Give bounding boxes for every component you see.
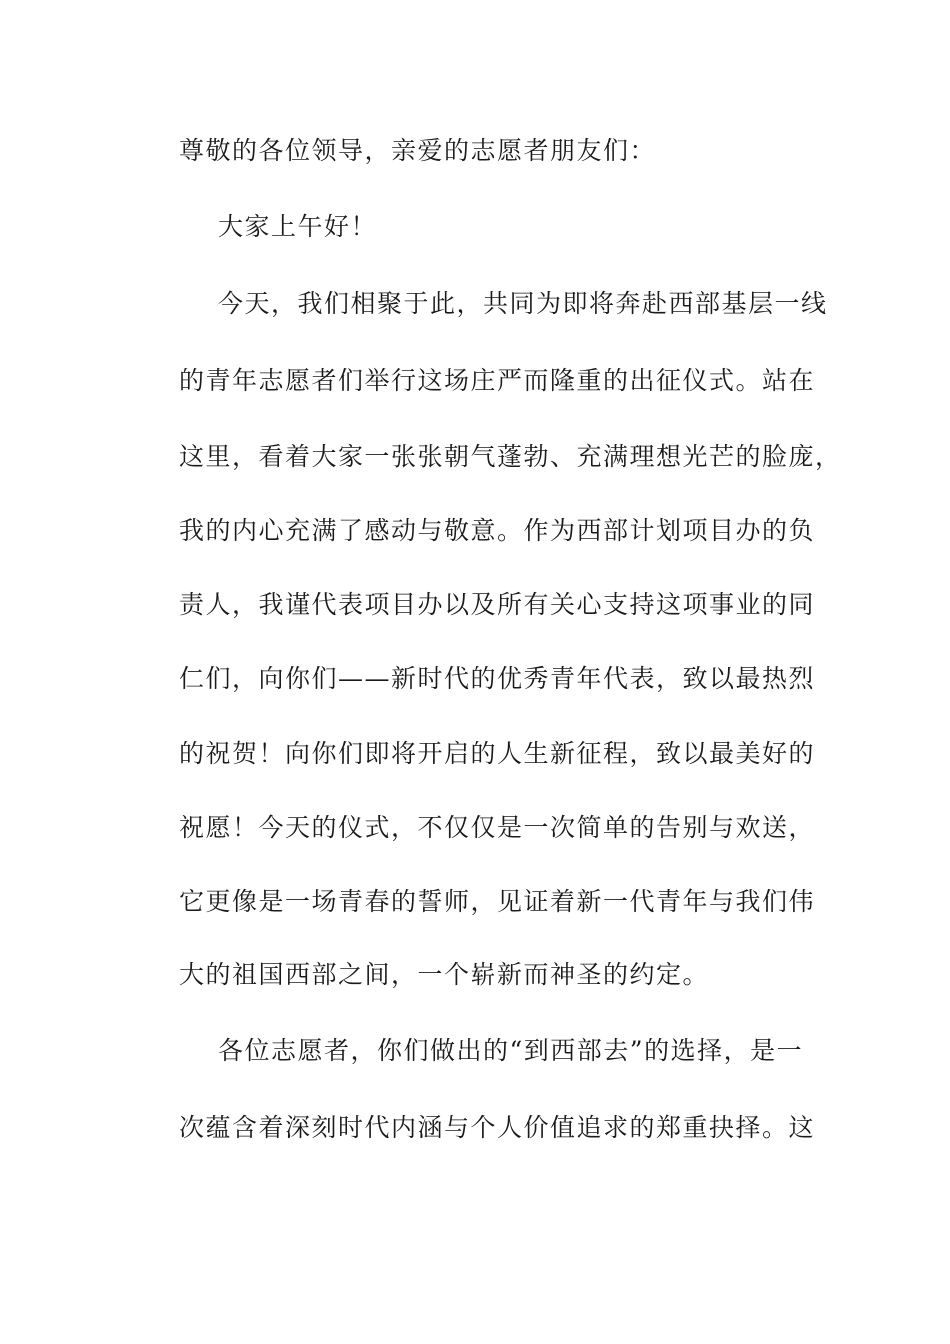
paragraph-line: 我的内心充满了感动与敬意。作为西部计划项目办的负 [179,516,816,545]
paragraph-line: 这里，看着大家一张张朝气蓬勃、充满理想光芒的脸庞， [179,442,842,471]
paragraph-line: 大的祖国西部之间，一个崭新而神圣的约定。 [179,960,710,989]
salutation: 尊敬的各位领导，亲爱的志愿者朋友们： [179,136,657,165]
paragraph-line: 今天，我们相聚于此，共同为即将奔赴西部基层一线 [218,289,828,318]
paragraph-line: 各位志愿者，你们做出的“到西部去”的选择，是一 [218,1036,804,1065]
paragraph-line: 责人，我谨代表项目办以及所有关心支持这项事业的同 [179,590,816,619]
paragraph-line: 的祝贺！向你们即将开启的人生新征程，致以最美好的 [179,739,816,768]
paragraph-line: 祝愿！今天的仪式，不仅仅是一次简单的告别与欢送， [179,813,816,842]
paragraph-line: 它更像是一场青春的誓师，见证着新一代青年与我们伟 [179,887,816,916]
paragraph-line: 次蕴含着深刻时代内涵与个人价值追求的郑重抉择。这 [179,1113,816,1142]
paragraph-line: 的青年志愿者们举行这场庄严而隆重的出征仪式。站在 [179,366,816,395]
paragraph-line: 仁们，向你们——新时代的优秀青年代表，致以最热烈 [179,664,816,693]
greeting: 大家上午好！ [218,212,378,241]
